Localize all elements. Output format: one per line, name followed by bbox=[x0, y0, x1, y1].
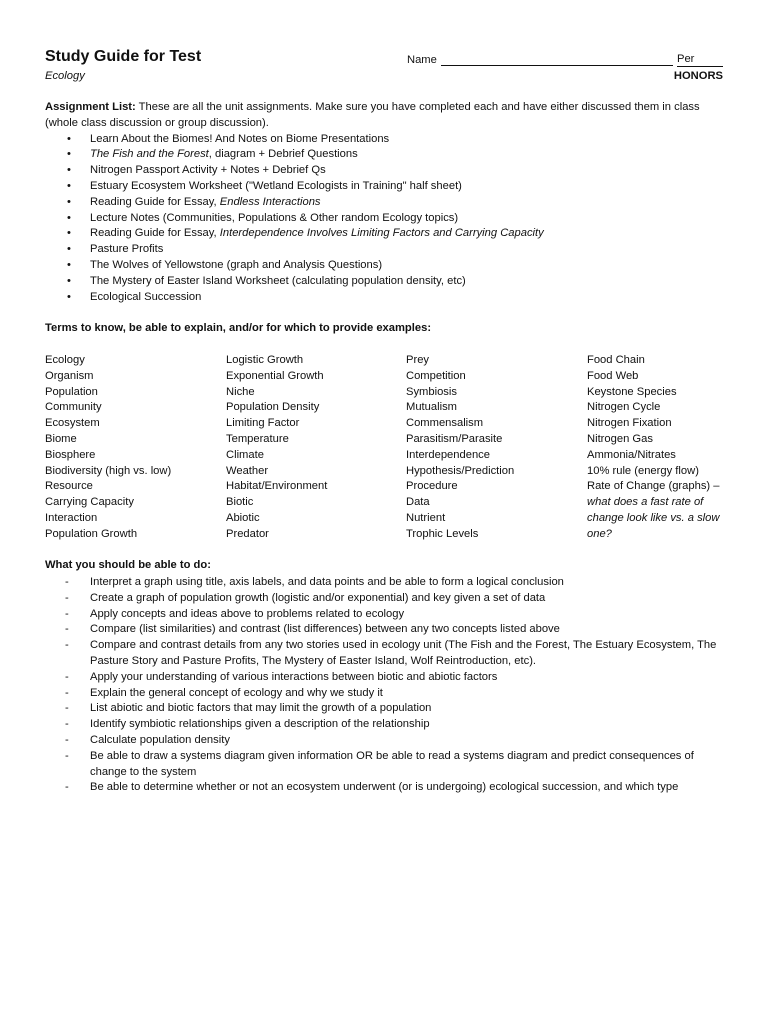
skill-item-text: Interpret a graph using title, axis labels, and data points and be able to form a logical conclusion bbox=[90, 576, 564, 588]
dash-icon: - bbox=[65, 670, 69, 683]
skill-item-text: Apply your understanding of various interactions between biotic and abiotic factors bbox=[90, 670, 498, 683]
name-field bbox=[407, 53, 673, 66]
term-item: Niche bbox=[226, 385, 255, 398]
dash-icon: - bbox=[65, 686, 69, 699]
dash-icon: - bbox=[65, 591, 69, 604]
term-item: Ecosystem bbox=[45, 417, 100, 430]
term-item: Population Density bbox=[226, 401, 320, 414]
term-item: Population Growth bbox=[45, 527, 138, 540]
skill-item bbox=[45, 591, 725, 607]
term-item: Abiotic bbox=[226, 511, 260, 524]
study-guide-page bbox=[45, 48, 725, 794]
term-item: Prey bbox=[406, 354, 430, 366]
skill-item-text: List abiotic and biotic factors that may limit the growth of a population bbox=[90, 702, 432, 715]
assignment-intro-text: These are all the unit assignments. Make sure you have completed each and have either discussed them in class (whole class discussion or group discussion). bbox=[45, 101, 700, 129]
skill-item bbox=[45, 733, 725, 749]
terms-column-3 bbox=[406, 353, 581, 543]
assignment-section bbox=[45, 100, 725, 305]
assignment-item-italic: The Fish and the Forest bbox=[90, 148, 209, 161]
bullet-icon: • bbox=[67, 164, 71, 177]
assignment-item-text: Estuary Ecosystem Worksheet ("Wetland Ecologists in Training" half sheet) bbox=[90, 179, 462, 192]
term-item: Community bbox=[45, 401, 102, 414]
bullet-icon: • bbox=[67, 227, 71, 240]
term-item: Interdependence bbox=[406, 448, 490, 461]
page-subtitle: Ecology bbox=[45, 70, 85, 82]
assignment-item bbox=[45, 211, 725, 227]
term-item: Population bbox=[45, 385, 98, 398]
term-item: Carrying Capacity bbox=[45, 496, 134, 509]
header bbox=[45, 48, 725, 88]
dash-icon: - bbox=[65, 702, 69, 715]
skill-item-text: Compare (list similarities) and contrast (list differences) between any two concepts listed above bbox=[90, 623, 560, 636]
term-item: Predator bbox=[226, 527, 269, 540]
dash-icon: - bbox=[65, 607, 69, 620]
term-item: Procedure bbox=[406, 480, 458, 493]
bullet-icon: • bbox=[67, 258, 71, 271]
skill-item bbox=[45, 607, 725, 623]
skill-item-text: Apply concepts and ideas above to problems related to ecology bbox=[90, 607, 405, 620]
assignment-item-suffix: , diagram + Debrief Questions bbox=[208, 148, 358, 161]
bullet-icon: • bbox=[67, 195, 71, 208]
term-item: Temperature bbox=[226, 432, 289, 445]
skill-item bbox=[45, 575, 725, 591]
bullet-icon: • bbox=[67, 243, 71, 256]
skills-section bbox=[45, 575, 725, 796]
term-item: Parasitism/Parasite bbox=[406, 432, 503, 445]
skills-list bbox=[45, 575, 725, 796]
term-item: Exponential Growth bbox=[226, 369, 324, 382]
terms-column-2 bbox=[226, 353, 401, 543]
term-item: Nutrient bbox=[406, 511, 446, 524]
honors-label: HONORS bbox=[673, 70, 723, 82]
term-item: 10% rule (energy flow) bbox=[587, 464, 699, 477]
term-item: Biotic bbox=[226, 496, 254, 509]
assignment-item-text: Nitrogen Passport Activity + Notes + Debrief Qs bbox=[90, 164, 326, 177]
term-rate-italic: what does a fast rate of change look like vs. a slow one? bbox=[587, 496, 720, 540]
term-item: Data bbox=[406, 496, 430, 509]
terms-column-1 bbox=[45, 353, 220, 543]
term-item: Keystone Species bbox=[587, 385, 677, 398]
term-item: Mutualism bbox=[406, 401, 457, 414]
assignment-item bbox=[45, 195, 725, 211]
skill-item bbox=[45, 780, 725, 796]
assignment-item-text: Learn About the Biomes! And Notes on Biome Presentations bbox=[90, 132, 390, 145]
assignment-item-italic: Interdependence Involves Limiting Factors and Carrying Capacity bbox=[219, 227, 544, 240]
assignment-item bbox=[45, 163, 725, 179]
assignment-item-text: The Wolves of Yellowstone (graph and Analysis Questions) bbox=[90, 258, 383, 271]
assignment-item bbox=[45, 132, 725, 148]
term-item: Climate bbox=[226, 448, 264, 461]
term-item: Nitrogen Gas bbox=[587, 432, 653, 445]
skill-item bbox=[45, 717, 725, 733]
term-item: Symbiosis bbox=[406, 385, 457, 398]
skill-item-text: Be able to draw a systems diagram given information OR be able to read a systems diagram and predict consequences of change to the system bbox=[90, 749, 694, 778]
assignment-item bbox=[45, 258, 725, 274]
term-item: Biosphere bbox=[45, 448, 96, 461]
terms-heading: Terms to know, be able to explain, and/or for which to provide examples: bbox=[45, 322, 432, 334]
bullet-icon: • bbox=[67, 132, 71, 145]
assignment-label: Assignment List: bbox=[45, 101, 136, 113]
term-item: Resource bbox=[45, 480, 93, 493]
bullet-icon: • bbox=[67, 211, 71, 224]
term-item: Competition bbox=[406, 369, 466, 382]
assignment-item bbox=[45, 226, 725, 242]
dash-icon: - bbox=[65, 733, 69, 746]
skill-item bbox=[45, 686, 725, 702]
term-item: Limiting Factor bbox=[226, 417, 300, 430]
assignment-intro bbox=[45, 100, 725, 132]
term-item: Food Chain bbox=[587, 354, 645, 366]
dash-icon: - bbox=[65, 623, 69, 636]
term-item: Food Web bbox=[587, 369, 639, 382]
bullet-icon: • bbox=[67, 179, 71, 192]
assignment-item-text: Reading Guide for Essay, bbox=[90, 195, 220, 208]
term-item: Ammonia/Nitrates bbox=[587, 448, 676, 461]
bullet-icon: • bbox=[67, 148, 71, 161]
page-title: Study Guide for Test bbox=[45, 48, 202, 65]
skill-item bbox=[45, 638, 725, 670]
term-item: Biome bbox=[45, 432, 77, 445]
assignment-item-text: Reading Guide for Essay, bbox=[90, 227, 220, 240]
assignment-item-italic: Endless Interactions bbox=[219, 195, 321, 208]
assignment-item bbox=[45, 242, 725, 258]
term-item: Habitat/Environment bbox=[226, 480, 328, 493]
dash-icon: - bbox=[65, 781, 69, 794]
per-label: Per bbox=[677, 53, 695, 65]
bullet-icon: • bbox=[67, 290, 71, 303]
dash-icon: - bbox=[65, 749, 69, 762]
term-item: Interaction bbox=[45, 511, 98, 524]
term-item: Nitrogen Cycle bbox=[587, 401, 661, 414]
term-item: Nitrogen Fixation bbox=[587, 417, 672, 430]
assignment-item-text: The Mystery of Easter Island Worksheet (calculating population density, etc) bbox=[90, 274, 466, 287]
name-label: Name bbox=[407, 54, 437, 66]
assignment-item-text: Lecture Notes (Communities, Populations & Other random Ecology topics) bbox=[90, 211, 459, 224]
terms-column-4-items bbox=[587, 353, 727, 479]
assignment-item bbox=[45, 179, 725, 195]
terms-column-4 bbox=[587, 353, 727, 543]
assignment-list bbox=[45, 132, 725, 306]
term-item: Weather bbox=[226, 464, 269, 477]
assignment-item bbox=[45, 147, 725, 163]
bullet-icon: • bbox=[67, 274, 71, 287]
dash-icon: - bbox=[65, 576, 69, 588]
term-rate-of-change bbox=[587, 479, 727, 542]
assignment-item bbox=[45, 290, 725, 306]
assignment-item-text: Ecological Succession bbox=[90, 290, 202, 303]
term-item: Organism bbox=[45, 369, 94, 382]
dash-icon: - bbox=[65, 718, 69, 731]
skill-item bbox=[45, 670, 725, 686]
assignment-item-text: Pasture Profits bbox=[90, 243, 164, 256]
skill-item-text: Calculate population density bbox=[90, 733, 230, 746]
term-item: Ecology bbox=[45, 354, 85, 366]
term-rate-plain: Rate of Change (graphs) – bbox=[587, 480, 720, 493]
term-item: Biodiversity (high vs. low) bbox=[45, 464, 172, 477]
skill-item-text: Be able to determine whether or not an ecosystem underwent (or is undergoing) ecological succession, and which type bbox=[90, 781, 679, 794]
term-item: Trophic Levels bbox=[406, 527, 479, 540]
skill-item-text: Create a graph of population growth (logistic and/or exponential) and key given a set of data bbox=[90, 591, 546, 604]
skill-item bbox=[45, 622, 725, 638]
skill-item bbox=[45, 701, 725, 717]
name-line bbox=[441, 53, 673, 66]
term-item: Logistic Growth bbox=[226, 354, 304, 366]
skills-heading: What you should be able to do: bbox=[45, 559, 211, 571]
term-item: Hypothesis/Prediction bbox=[406, 464, 515, 477]
skill-item-text: Compare and contrast details from any two stories used in ecology unit (The Fish and the Forest, The Estuary Ecosystem, The Pasture Story and Pasture Profits, The Mystery of Easter Island, Wolf Reintroduction, etc). bbox=[90, 639, 717, 667]
term-item: Commensalism bbox=[406, 417, 484, 430]
skill-item bbox=[45, 749, 725, 781]
assignment-item bbox=[45, 274, 725, 290]
dash-icon: - bbox=[65, 639, 69, 652]
skill-item-text: Identify symbiotic relationships given a description of the relationship bbox=[90, 718, 430, 731]
skill-item-text: Explain the general concept of ecology and why we study it bbox=[90, 686, 383, 699]
per-field bbox=[677, 53, 723, 67]
